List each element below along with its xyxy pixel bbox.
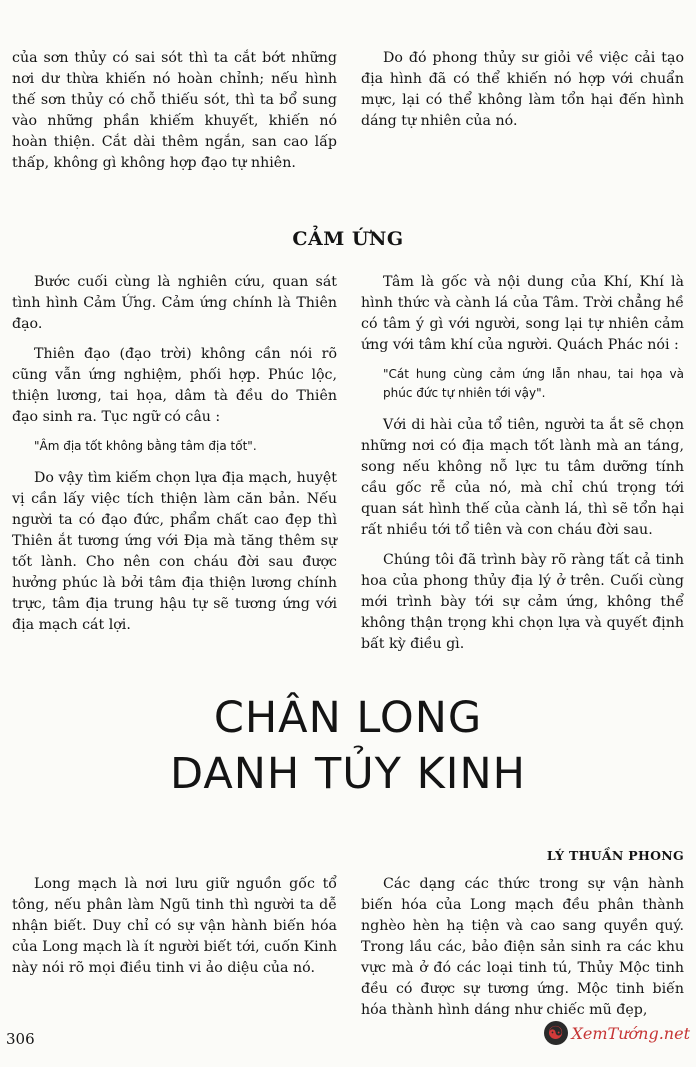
section-heading: CẢM ỨNG bbox=[292, 228, 404, 250]
watermark-text: XemTướng.net bbox=[571, 1023, 690, 1043]
author-name: LÝ THUẦN PHONG bbox=[546, 848, 684, 863]
paragraph: Thiên đạo (đạo trời) không cần nói rõ cũng vẫn ứng nghiệm, phối hợp. Phúc lộc, thiện lương, tai họa, dâm tà đều do Thiên đạo sinh ra. Tục ngữ có câu : bbox=[12, 346, 337, 425]
paragraph: Các dạng các thức trong sự vận hành biến hóa của Long mạch đều phân thành nghèo hèn hạ tiện và cao sang quyền quý. Trong lầu các, bảo điện sản sinh ra các khu vực mà ở đó các loại tinh tú, Thủy Mộc tinh đều có được sự tương ứng. Mộc tinh biến hóa thành hình dáng như chiếc mũ đẹp, bbox=[361, 876, 684, 1018]
paragraph: Long mạch là nơi lưu giữ nguồn gốc tổ tông, nếu phân làm Ngũ tinh thì người ta dễ nhận biết. Duy chỉ có sự vận hành biến hóa của Long mạch là ít người biết tới, cuốn Kinh này nói rõ mọi điều tinh vi ảo diệu của nó. bbox=[12, 876, 337, 976]
bottom-right-column bbox=[361, 874, 684, 1030]
quote: "Cát hung cùng cảm ứng lẫn nhau, tai họa và phúc đức tự nhiên tới vậy". bbox=[383, 367, 684, 400]
paragraph: Tâm là gốc và nội dung của Khí, Khí là hình thức và cành lá của Tâm. Trời chẳng hề có tâm ý gì với người, song lại tự nhiên cảm ứng với tâm khí của người. Quách Phác nói : bbox=[361, 274, 684, 353]
mid-left-column bbox=[12, 272, 337, 645]
page-number: 306 bbox=[6, 1030, 35, 1048]
paragraph: của sơn thủy có sai sót thì ta cắt bớt những nơi dư thừa khiến nó hoàn chỉnh; nếu hình thế sơn thủy có chỗ thiếu sót, thì ta bổ sung vào những phần khiếm khuyết, khiến nó hoàn thiện. Cắt dài thêm ngắn, san cao lấp thấp, không gì không hợp đạo tự nhiên. bbox=[12, 50, 337, 171]
paragraph: Do vậy tìm kiếm chọn lựa địa mạch, huyệt vị cần lấy việc tích thiện làm căn bản. Nếu người ta có đạo đức, phẩm chất cao đẹp thì Thiên ắt tương ứng với Địa mà tăng thêm sự tốt lành. Cho nên con cháu đời sau được hưởng phúc là bởi tâm địa thiện lương chính trực, tâm địa trung hậu tự sẽ tương ứng với địa mạch cát lợi. bbox=[12, 470, 337, 633]
quote: "Âm địa tốt không bằng tâm địa tốt". bbox=[34, 439, 257, 453]
top-left-column bbox=[12, 48, 337, 183]
top-right-column bbox=[361, 48, 684, 141]
bottom-left-column bbox=[12, 874, 337, 988]
chapter-title-line-2: DANH TỦY KINH bbox=[170, 749, 526, 799]
paragraph: Với di hài của tổ tiên, người ta ắt sẽ chọn những nơi có địa mạch tốt lành mà an táng, song nếu không nỗ lực tu tâm dưỡng tính cầu gốc rễ của nó, mà chỉ chú trọng tới quan sát hình thế của cành lá, thì sẽ tổn hại rất nhiều tới tổ tiên và con cháu đời sau. bbox=[361, 417, 684, 538]
chapter-title-line-1: CHÂN LONG bbox=[213, 693, 483, 743]
paragraph: Chúng tôi đã trình bày rõ ràng tất cả tinh hoa của phong thủy địa lý ở trên. Cuối cùng mới trình bày tới sự cảm ứng, không thể không thận trọng khi chọn lựa và quyết định bất kỳ điều gì. bbox=[361, 552, 684, 652]
mid-right-column bbox=[361, 272, 684, 664]
yin-yang-icon: ☯ bbox=[544, 1021, 568, 1045]
paragraph: Do đó phong thủy sư giỏi về việc cải tạo địa hình đã có thể khiến nó hợp với chuẩn mực, lại có thể không làm tổn hại đến hình dáng tự nhiên của nó. bbox=[361, 50, 684, 129]
paragraph: Bước cuối cùng là nghiên cứu, quan sát tình hình Cảm Ứng. Cảm ứng chính là Thiên đạo. bbox=[12, 274, 337, 332]
chapter-title bbox=[0, 690, 696, 802]
watermark bbox=[544, 1021, 690, 1045]
